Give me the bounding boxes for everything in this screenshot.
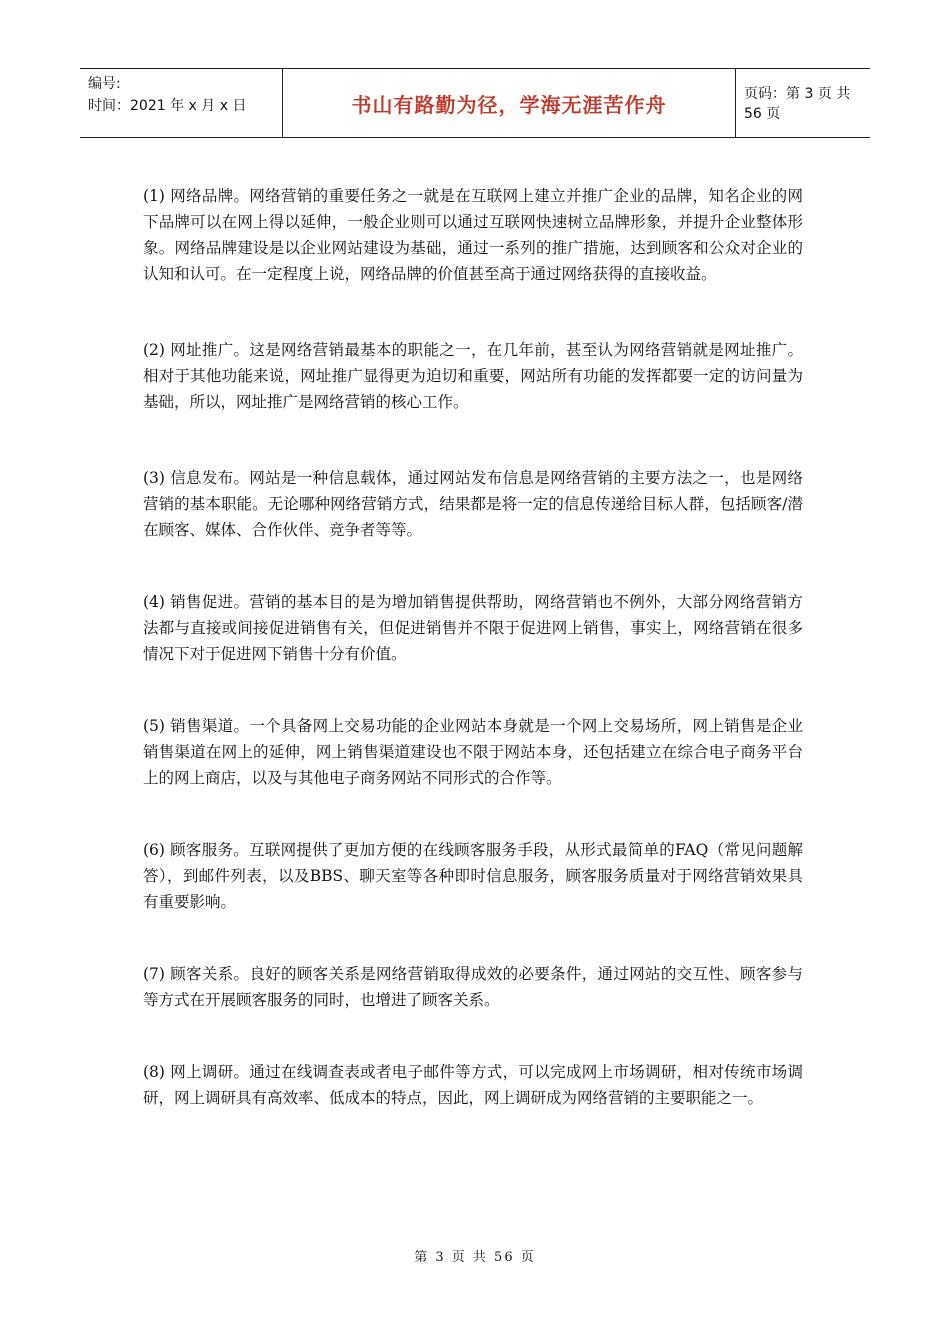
page-footer: 第 3 页 共 56 页: [414, 1250, 536, 1265]
doc-number-label: 编号:: [88, 76, 121, 92]
header-page-number: 页码：第 3 页 共 56 页: [744, 86, 851, 122]
paragraph-url-promotion: (2) 网址推广。这是网络营销最基本的职能之一，在几年前，甚至认为网络营销就是网址推广。相对于其他功能来说，网址推广显得更为迫切和重要，网站所有功能的发挥都要一定的访问量为基础，所以，网址推广是网络营销的核心工作。: [143, 341, 803, 411]
paragraph-sales-channel: (5) 销售渠道。一个具备网上交易功能的企业网站本身就是一个网上交易场所，网上销售是企业销售渠道在网上的延伸，网上销售渠道建设也不限于网站本身，还包括建立在综合电子商务平台上的网上商店，以及与其他电子商务网站不同形式的合作等。: [143, 717, 803, 787]
paragraph-customer-relations: (7) 顾客关系。良好的顾客关系是网络营销取得成效的必要条件，通过网站的交互性、顾客参与等方式在开展顾客服务的同时，也增进了顾客关系。: [143, 965, 803, 1009]
paragraph-sales-promotion: (4) 销售促进。营销的基本目的是为增加销售提供帮助，网络营销也不例外，大部分网络营销方法都与直接或间接促进销售有关，但促进销售并不限于促进网上销售，事实上，网络营销在很多情况下对于促进网下销售十分有价值。: [143, 593, 803, 663]
page-header: [80, 68, 870, 138]
paragraph-info-publishing: (3) 信息发布。网站是一种信息载体，通过网站发布信息是网络营销的主要方法之一，也是网络营销的基本职能。无论哪种网络营销方式，结果都是将一定的信息传递给目标人群，包括顾客/潜在顾客、媒体、合作伙伴、竞争者等等。: [143, 469, 803, 539]
header-motto: 书山有路勤为径，学海无涯苦作舟: [282, 69, 736, 137]
header-meta: [80, 69, 282, 137]
paragraph-network-brand: (1) 网络品牌。网络营销的重要任务之一就是在互联网上建立并推广企业的品牌，知名企业的网下品牌可以在网上得以延伸，一般企业则可以通过互联网快速树立品牌形象，并提升企业整体形象。网络品牌建设是以企业网站建设为基础，通过一系列的推广措施，达到顾客和公众对企业的认知和认可。在一定程度上说，网络品牌的价值甚至高于通过网络获得的直接收益。: [143, 187, 803, 283]
document-body: [143, 183, 803, 1111]
paragraph-customer-service: (6) 顾客服务。互联网提供了更加方便的在线顾客服务手段，从形式最简单的FAQ（常见问题解答），到邮件列表，以及BBS、聊天室等各种即时信息服务，顾客服务质量对于网络营销效果具有重要影响。: [143, 841, 803, 911]
date-label: 时间：2021 年 x 月 x 日: [88, 98, 247, 114]
paragraph-online-research: (8) 网上调研。通过在线调查表或者电子邮件等方式，可以完成网上市场调研，相对传统市场调研，网上调研具有高效率、低成本的特点，因此，网上调研成为网络营销的主要职能之一。: [143, 1063, 803, 1107]
